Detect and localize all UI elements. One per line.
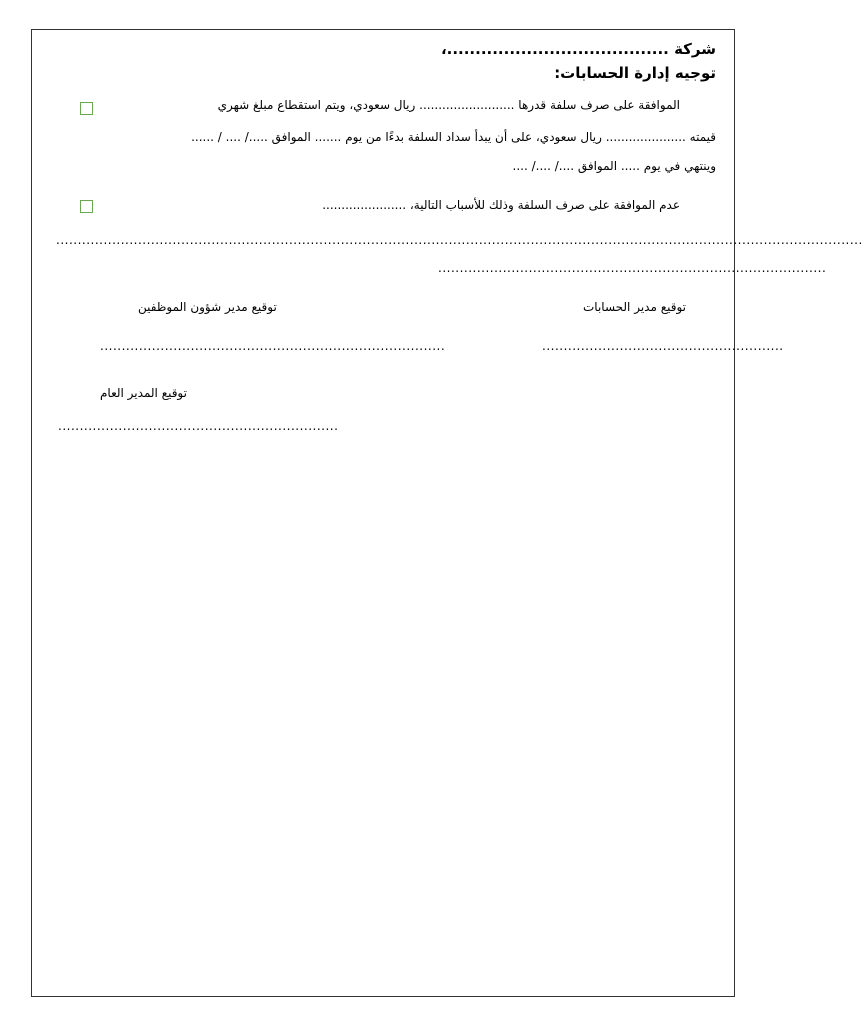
accounts-manager-signature-line[interactable]: ........................................................ [542,339,784,353]
reasons-dotted-line-2[interactable]: .......................................................................................... [438,261,827,275]
approve-checkbox[interactable] [80,102,93,115]
reject-checkbox[interactable] [80,200,93,213]
company-name-field: شركة .......................................، [440,40,716,58]
hr-manager-signature-line[interactable]: ................................................................................ [100,339,446,353]
reasons-dotted-line-1[interactable]: ........................................................................................................................................................................................... [56,233,863,247]
general-manager-signature-label: توقيع المدير العام [100,386,187,400]
accounts-manager-signature-label: توقيع مدير الحسابات [583,300,686,314]
approval-line-2: قيمته ..................... ريال سعودي، على أن يبدأ سداد السلفة بدءًا من يوم ....... الموافق ...../ .... / ...... [191,130,716,144]
section-title: توجيه إدارة الحسابات: [554,64,716,82]
document-page-frame [31,29,863,997]
approval-line-1: الموافقة على صرف سلفة قدرها ......................... ريال سعودي، ويتم استقطاع مبلغ شهري [217,98,680,112]
rejection-line: عدم الموافقة على صرف السلفة وذلك للأسباب التالية، ...................... [322,198,680,212]
general-manager-signature-line[interactable]: ................................................................. [58,419,339,433]
hr-manager-signature-label: توقيع مدير شؤون الموظفين [138,300,277,314]
approval-line-3: وينتهي في يوم ..... الموافق ..../ ..../ .... [512,159,716,173]
